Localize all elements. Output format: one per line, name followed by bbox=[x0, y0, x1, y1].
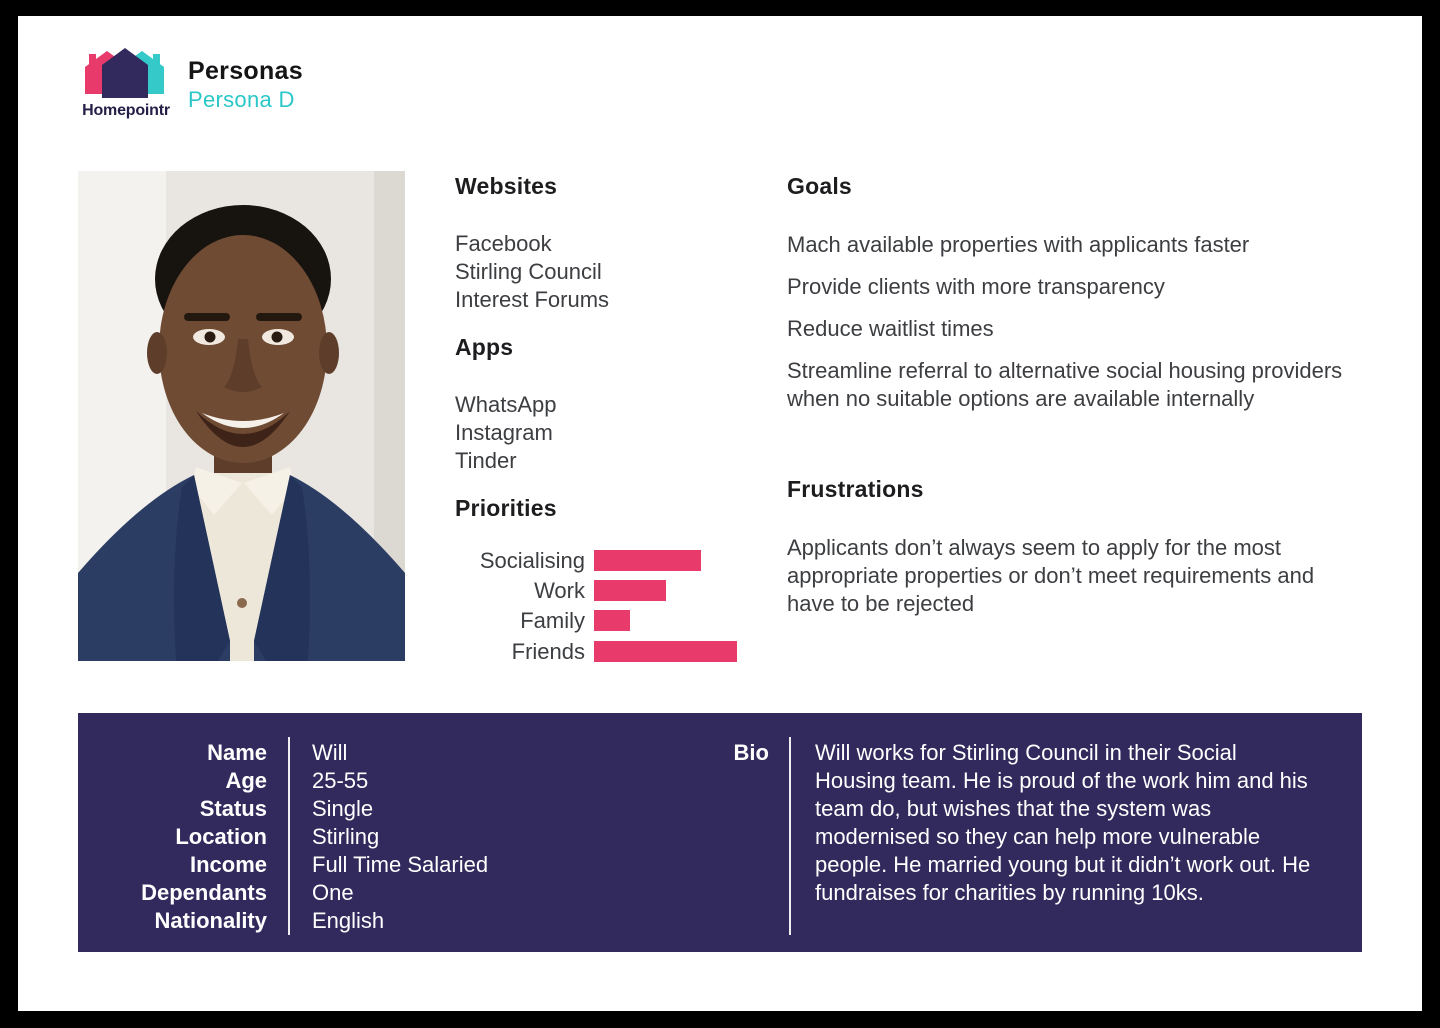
persona-page bbox=[18, 16, 1422, 1011]
homepointr-logo-icon bbox=[80, 46, 170, 100]
detail-value: Will bbox=[312, 740, 348, 765]
detail-label: Nationality bbox=[154, 908, 267, 933]
detail-value: English bbox=[312, 908, 385, 933]
page-title: Personas bbox=[188, 57, 303, 85]
goal-item: Mach available properties with applicants faster bbox=[787, 232, 1250, 257]
website-item: Facebook bbox=[455, 231, 552, 256]
persona-photo bbox=[78, 171, 405, 661]
chart-row bbox=[398, 638, 737, 665]
bio-label: Bio bbox=[733, 740, 769, 765]
priorities-heading: Priorities bbox=[455, 495, 557, 521]
chart-bar bbox=[594, 610, 630, 631]
detail-value: One bbox=[312, 880, 354, 905]
chart-category-label: Family bbox=[520, 607, 585, 633]
chart-bar bbox=[594, 550, 701, 571]
detail-values bbox=[312, 739, 662, 935]
details-divider bbox=[288, 737, 290, 935]
apps-heading: Apps bbox=[455, 334, 514, 360]
chart-category-label: Work bbox=[534, 577, 585, 603]
goals-heading: Goals bbox=[787, 173, 852, 199]
detail-value: 25-55 bbox=[312, 768, 369, 793]
chart-category-label: Friends bbox=[511, 638, 585, 664]
app-item: Tinder bbox=[455, 448, 517, 473]
chart-bar bbox=[594, 580, 666, 601]
goal-item: Provide clients with more transparency bbox=[787, 274, 1165, 299]
detail-label: Dependants bbox=[141, 880, 267, 905]
apps-list bbox=[455, 391, 557, 475]
detail-label: Income bbox=[189, 852, 267, 877]
goal-item: Streamline referral to alternative social housing providers when no suitable options are available internally bbox=[787, 358, 1343, 411]
detail-labels bbox=[78, 739, 267, 935]
websites-heading: Websites bbox=[455, 173, 558, 199]
detail-label: Name bbox=[207, 740, 267, 765]
frustrations-text: Applicants don’t always seem to apply for the most appropriate properties or don’t meet requirements and have to be rejected bbox=[787, 535, 1315, 616]
detail-label: Age bbox=[225, 768, 267, 793]
bio-text: Will works for Stirling Council in their Social Housing team. He is proud of the work him and his team do, but wishes that the system was modernised so they can help more vulnerable people. He married young but it didn’t work out. He fundraises for charities by running 10ks. bbox=[815, 740, 1311, 905]
detail-value: Stirling bbox=[312, 824, 380, 849]
goal-item: Reduce waitlist times bbox=[787, 316, 994, 341]
app-item: Instagram bbox=[455, 420, 553, 445]
chart-category-label: Socialising bbox=[479, 547, 585, 573]
detail-value: Full Time Salaried bbox=[312, 852, 489, 877]
chart-row bbox=[398, 547, 701, 574]
detail-value: Single bbox=[312, 796, 374, 821]
brand-name: Homepointr bbox=[82, 102, 170, 119]
detail-label: Status bbox=[199, 796, 267, 821]
website-item: Stirling Council bbox=[455, 259, 602, 284]
chart-row bbox=[398, 607, 630, 634]
websites-list bbox=[455, 230, 609, 314]
chart-bar bbox=[594, 641, 737, 662]
page-subtitle: Persona D bbox=[188, 87, 295, 112]
goals-list bbox=[787, 231, 1365, 427]
app-item: WhatsApp bbox=[455, 392, 557, 417]
detail-label: Location bbox=[175, 824, 267, 849]
bio-divider bbox=[789, 737, 791, 935]
frustrations-heading: Frustrations bbox=[787, 476, 924, 502]
chart-row bbox=[398, 577, 666, 604]
website-item: Interest Forums bbox=[455, 287, 610, 312]
persona-details-panel bbox=[78, 713, 1362, 952]
